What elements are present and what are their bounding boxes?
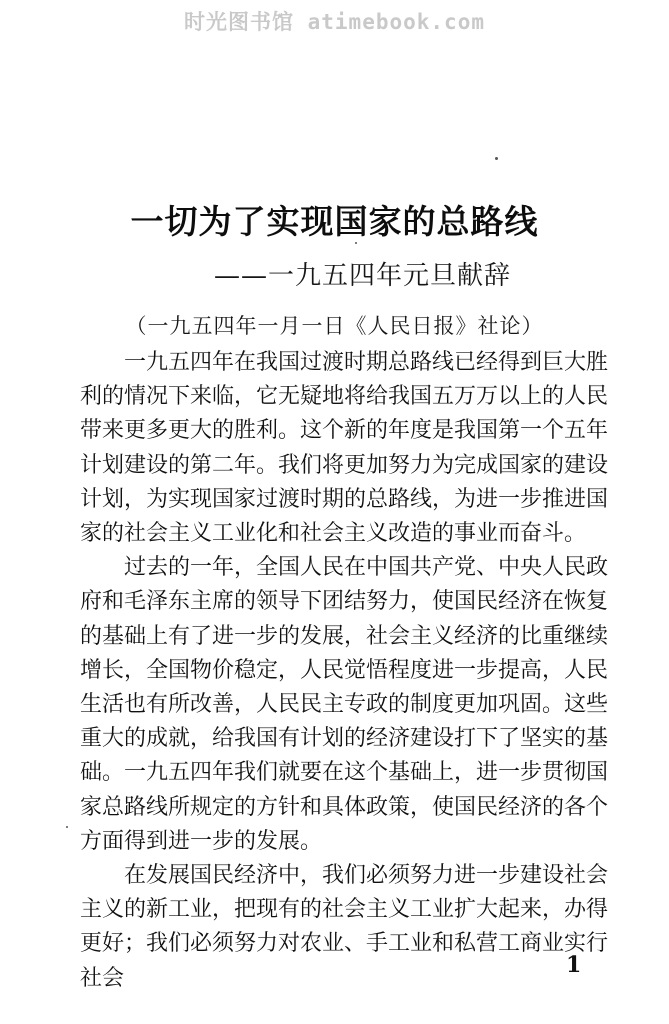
article-source-line: （一九五四年一月一日《人民日报》社论） bbox=[125, 314, 544, 338]
page-number: 1 bbox=[566, 952, 582, 978]
scan-speck bbox=[495, 157, 498, 160]
body-paragraph: 一九五四年在我国过渡时期总路线已经得到巨大胜利的情况下来临，它无疑地将给我国五万万以上的人民带来更多更大的胜利。这个新的年度是我国第一个五年计划建设的第二年。我们将更加努力为完成国家的建设计划，为实现国家过渡时期的总路线，为进一步推进国家的社会主义工业化和社会主义改造的事业而奋斗。 bbox=[80, 350, 609, 547]
article-title: 一切为了实现国家的总路线 bbox=[130, 202, 539, 241]
scan-speck bbox=[66, 826, 68, 828]
watermark-text: 时光图书馆 atimebook.com bbox=[183, 10, 485, 34]
body-paragraph: 在发展国民经济中，我们必须努力进一步建设社会主义的新工业，把现有的社会主义工业扩大起来，办得更好；我们必须努力对农业、手工业和私营工商业实行社会 bbox=[80, 863, 609, 991]
article-body bbox=[80, 346, 608, 996]
body-paragraph: 过去的一年，全国人民在中国共产党、中央人民政府和毛泽东主席的领导下团结努力，使国民经济在恢复的基础上有了进一步的发展，社会主义经济的比重继续增长，全国物价稳定，人民觉悟程度进一步提高，人民生活也有所改善，人民民主专政的制度更加巩固。这些重大的成就，给我国有计划的经济建设打下了坚实的基础。一九五四年我们就要在这个基础上，进一步贯彻国家总路线所规定的方针和具体政策，使国民经济的各个方面得到进一步的发展。 bbox=[80, 555, 609, 854]
article-subtitle: ——一九五四年元旦献辞 bbox=[214, 261, 512, 291]
